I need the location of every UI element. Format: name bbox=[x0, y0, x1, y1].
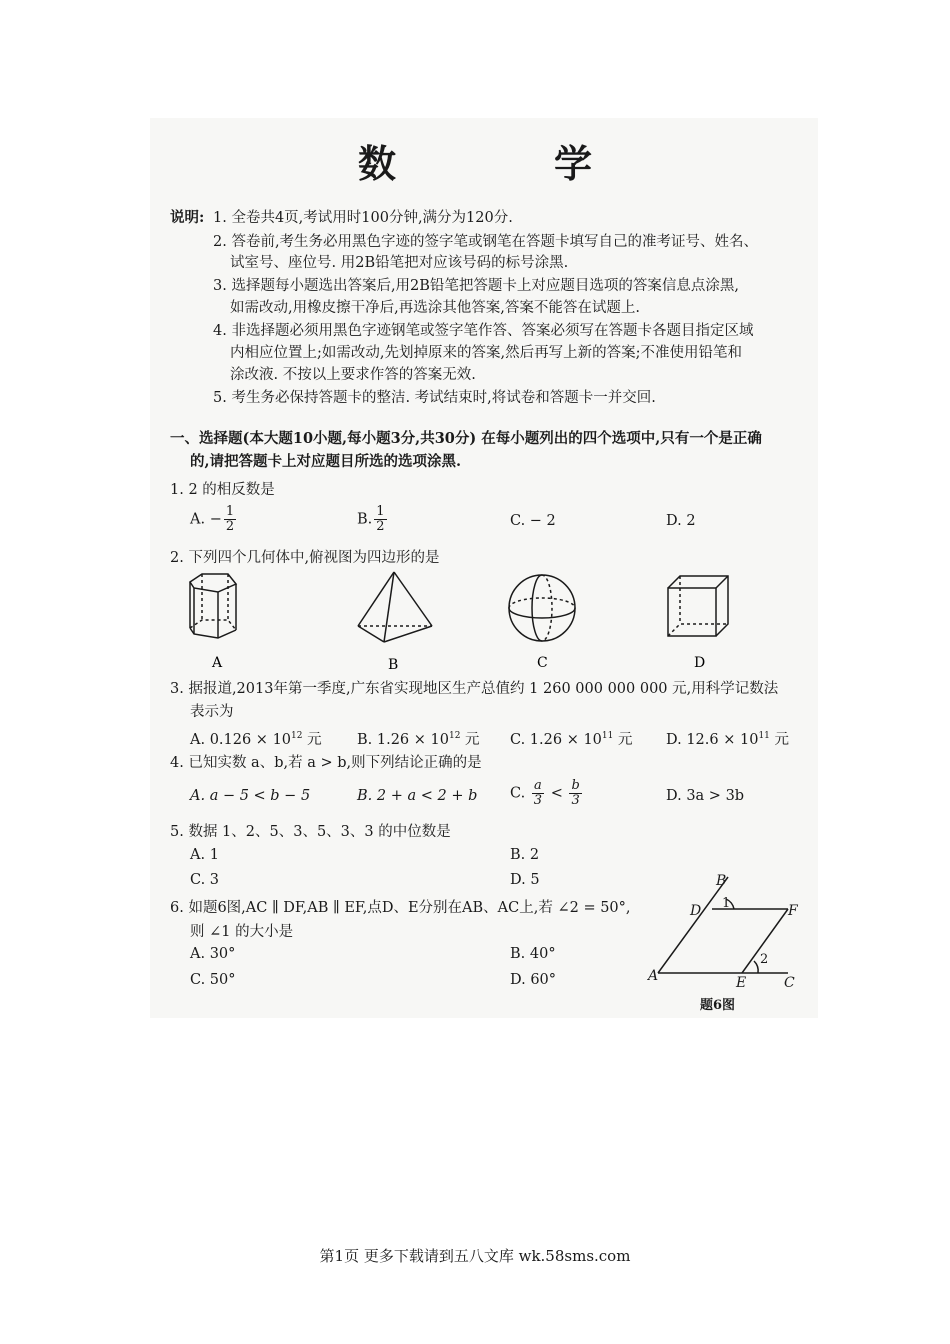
figure-caption: 题6图 bbox=[700, 998, 736, 1013]
option-d: D. 2 bbox=[666, 513, 696, 529]
point-label: E bbox=[736, 975, 747, 991]
figure-q6 bbox=[640, 865, 810, 1015]
question-stem: 6. 如题6图,AC ∥ DF,AB ∥ EF,点D、E分别在AB、AC上,若 ∠2 = 50°, bbox=[170, 900, 631, 916]
instruction-line: 涂改液. 不按以上要求作答的答案无效. bbox=[230, 367, 476, 383]
option-a: A. 1 bbox=[190, 847, 219, 863]
question-stem: 3. 据报道,2013年第一季度,广东省实现地区生产总值约 1 260 000 000 000 元,用科学记数法 bbox=[170, 681, 779, 697]
option-b bbox=[357, 728, 480, 749]
point-label: B bbox=[716, 873, 727, 889]
option-d: D. 60° bbox=[510, 972, 557, 988]
tetrahedron-icon bbox=[358, 572, 432, 642]
fraction-numerator: 1 bbox=[376, 504, 385, 519]
fraction-denominator: 2 bbox=[225, 519, 235, 534]
fraction-numerator: a bbox=[534, 778, 542, 793]
instruction-line: 5. 考生务必保持答题卡的整洁. 考试结束时,将试卷和答题卡一并交回. bbox=[213, 390, 656, 406]
option-a bbox=[190, 728, 322, 749]
pentagonal-prism-icon bbox=[190, 574, 236, 638]
angle-label: 2 bbox=[760, 952, 769, 967]
solid-label: B bbox=[388, 657, 399, 673]
option-text: A. 0.126 × 10 bbox=[190, 732, 292, 748]
question-stem: 表示为 bbox=[190, 704, 234, 720]
option-c: C. 3 bbox=[190, 872, 220, 888]
unit: 元 bbox=[302, 732, 322, 748]
exponent: 11 bbox=[758, 731, 770, 742]
option-a bbox=[190, 505, 238, 534]
fraction-denominator: 3 bbox=[533, 793, 543, 808]
unit: 元 bbox=[460, 732, 480, 748]
option-a: A. a − 5 < b − 5 bbox=[190, 788, 311, 804]
option-c: C. 50° bbox=[190, 972, 236, 988]
instruction-line: 内相应位置上;如需改动,先划掉原来的答案,然后再写上新的答案;不准使用铅笔和 bbox=[230, 345, 742, 361]
instruction-line: 如需改动,用橡皮擦干净后,再选涂其他答案,答案不能答在试题上. bbox=[230, 300, 640, 316]
option-c: C. − 2 bbox=[510, 513, 556, 529]
angle-label: 1 bbox=[722, 896, 731, 911]
operator: < bbox=[550, 785, 563, 802]
instruction-line: 1. 全卷共4页,考试用时100分钟,满分为120分. bbox=[213, 210, 513, 226]
question-stem: 2. 下列四个几何体中,俯视图为四边形的是 bbox=[170, 550, 440, 566]
option-d: D. 3a > 3b bbox=[666, 788, 745, 804]
exponent: 12 bbox=[291, 731, 303, 742]
option-text: C. 1.26 × 10 bbox=[510, 732, 602, 748]
question-stem: 则 ∠1 的大小是 bbox=[190, 924, 294, 940]
fraction bbox=[224, 505, 236, 534]
instructions-label: 说明: bbox=[170, 209, 205, 226]
option-a: A. 30° bbox=[190, 946, 236, 962]
solid-label: D bbox=[694, 655, 706, 671]
instruction-line: 3. 选择题每小题选出答案后,用2B铅笔把答题卡上对应题目选项的答案信息点涂黑, bbox=[213, 278, 740, 294]
option-label: B. bbox=[357, 511, 373, 528]
question-stem: 5. 数据 1、2、5、3、5、3、3 的中位数是 bbox=[170, 824, 451, 840]
section-heading: 一、选择题(本大题10小题,每小题3分,共30分) 在每小题列出的四个选项中,只有一个是正确 bbox=[170, 430, 762, 447]
solids-figure bbox=[180, 570, 800, 675]
option-b: B. 2 bbox=[510, 847, 540, 863]
option-label: C. bbox=[510, 785, 526, 802]
instruction-line: 2. 答卷前,考生务必用黑色字迹的签字笔或钢笔在答题卡填写自己的准考证号、姓名、 bbox=[213, 234, 759, 250]
option-b: B. 2 + a < 2 + b bbox=[357, 788, 478, 804]
option-d bbox=[666, 728, 789, 749]
fraction bbox=[374, 505, 386, 534]
fraction-numerator: 1 bbox=[225, 504, 235, 519]
parallelogram-lines bbox=[658, 877, 788, 973]
option-label: A. − bbox=[190, 511, 222, 528]
fraction-denominator: 3 bbox=[571, 793, 580, 808]
unit: 元 bbox=[769, 732, 789, 748]
angle-2-arc bbox=[754, 961, 758, 973]
fraction bbox=[532, 779, 544, 808]
option-c bbox=[510, 728, 632, 749]
exponent: 11 bbox=[601, 731, 614, 742]
option-text: B. 1.26 × 10 bbox=[357, 732, 449, 748]
point-label: D bbox=[690, 903, 702, 919]
fraction bbox=[569, 779, 581, 808]
point-label: F bbox=[788, 903, 798, 919]
point-label: A bbox=[648, 968, 659, 984]
option-c bbox=[510, 779, 584, 808]
sphere-icon bbox=[509, 575, 575, 641]
point-label: C bbox=[784, 975, 795, 991]
unit: 元 bbox=[613, 732, 633, 748]
solid-label: C bbox=[537, 655, 548, 671]
solid-label: A bbox=[212, 655, 223, 671]
instruction-line: 试室号、座位号. 用2B铅笔把对应该号码的标号涂黑. bbox=[230, 255, 569, 271]
exponent: 12 bbox=[448, 731, 461, 742]
section-heading: 的,请把答题卡上对应题目所选的选项涂黑. bbox=[190, 453, 462, 470]
question-stem: 4. 已知实数 a、b,若 a > b,则下列结论正确的是 bbox=[170, 755, 482, 771]
option-b: B. 40° bbox=[510, 946, 556, 962]
option-b bbox=[357, 505, 389, 534]
fraction-denominator: 2 bbox=[376, 519, 385, 534]
option-text: D. 12.6 × 10 bbox=[666, 732, 759, 748]
page-footer: 第1页 更多下载请到五八文库 wk.58sms.com bbox=[319, 1247, 631, 1265]
question-stem: 1. 2 的相反数是 bbox=[170, 482, 275, 498]
option-d: D. 5 bbox=[510, 872, 540, 888]
instruction-line: 4. 非选择题必须用黑色字迹钢笔或签字笔作答、答案必须写在答题卡各题目指定区域 bbox=[213, 323, 754, 339]
page-title: 数 学 bbox=[357, 141, 652, 186]
cube-icon bbox=[668, 576, 728, 636]
fraction-numerator: b bbox=[571, 778, 580, 793]
